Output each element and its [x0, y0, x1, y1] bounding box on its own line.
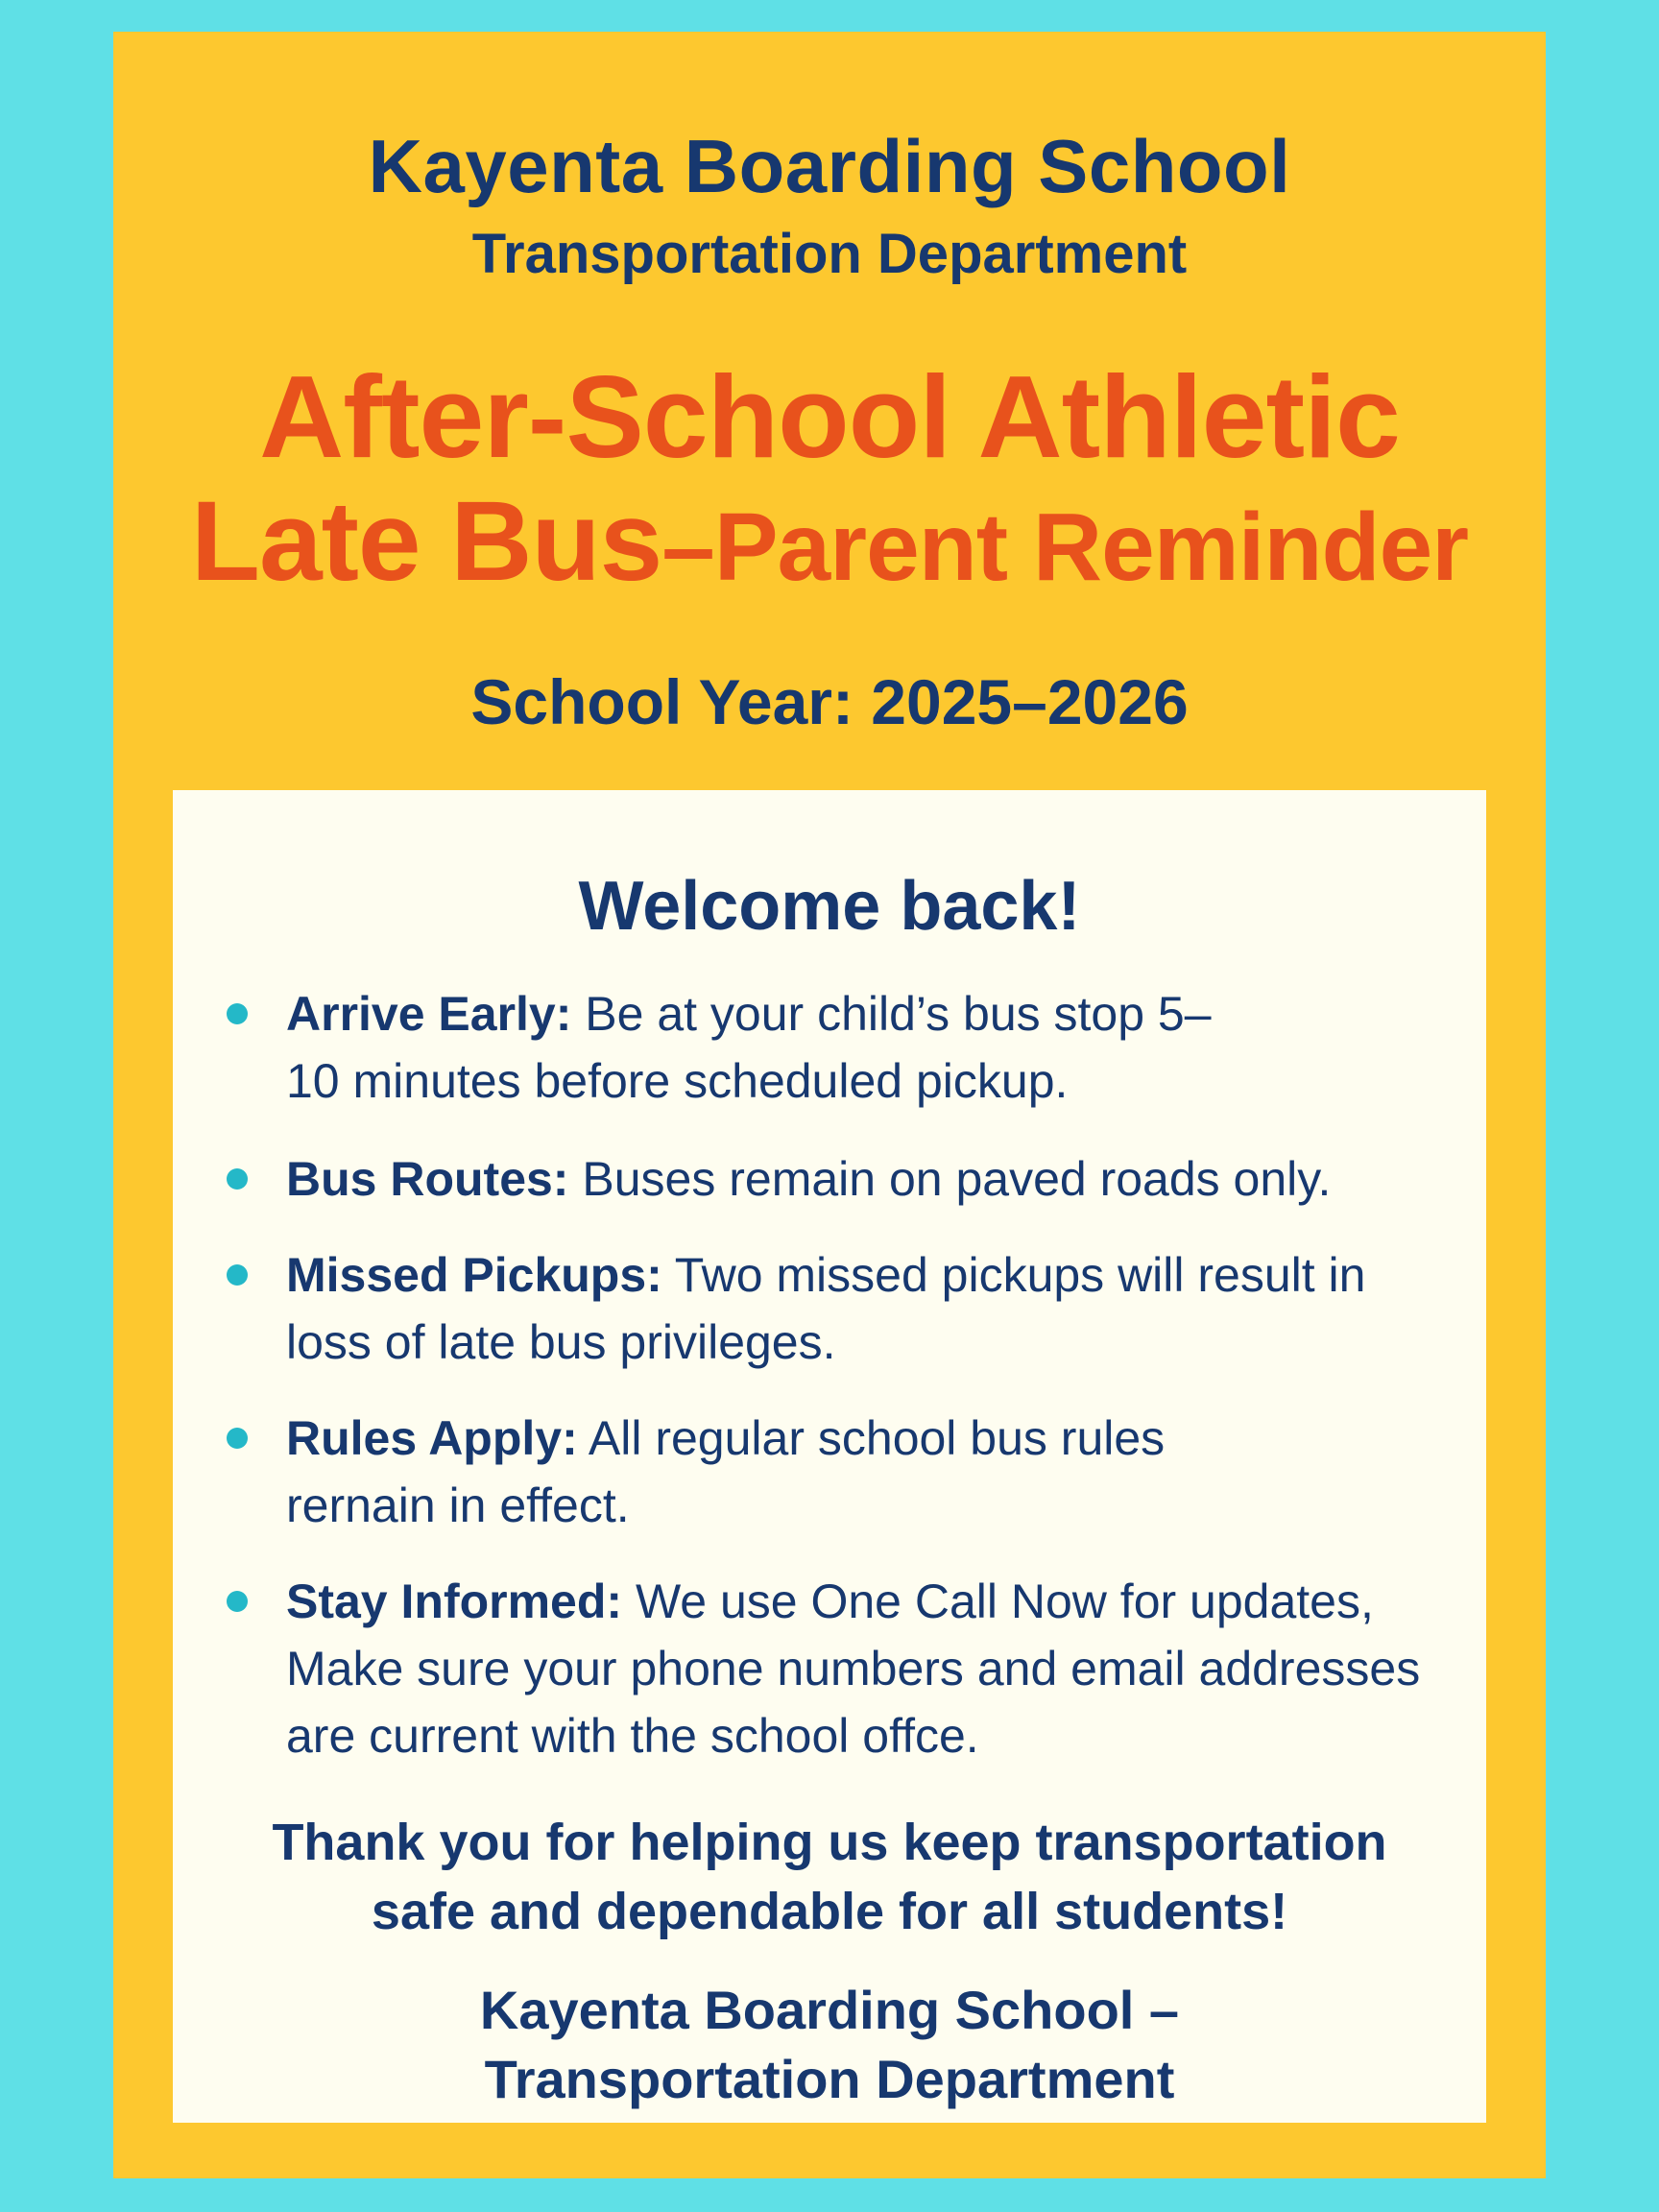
notice-panel — [173, 790, 1486, 2123]
thank-you-line1: Thank you for helping us keep transportation — [272, 1814, 1387, 1871]
item-label: Bus Routes: — [286, 1152, 569, 1206]
thank-you-message — [211, 1808, 1448, 1946]
item-text: Be at your child’s bus stop 5–10 minutes before scheduled pickup. — [286, 987, 1212, 1108]
thank-you-line2: safe and dependable for all students! — [371, 1883, 1288, 1940]
list-item-stay-informed — [286, 1568, 1457, 1769]
main-title-line2 — [113, 478, 1546, 605]
school-name: Kayenta Boarding School — [368, 124, 1291, 208]
main-title-late-bus: Late Bus — [190, 478, 662, 605]
item-label: Missed Pickups: — [286, 1248, 662, 1302]
list-item-bus-routes — [286, 1145, 1457, 1213]
main-title-parent-reminder: –Parent Reminder — [661, 493, 1469, 601]
department-name: Transportation Department — [471, 223, 1188, 285]
bullet-icon — [227, 1003, 248, 1024]
list-item-rules-apply — [286, 1405, 1285, 1539]
school-year: School Year: 2025–2026 — [470, 666, 1189, 737]
bullet-icon — [227, 1591, 248, 1612]
bullet-icon — [227, 1168, 248, 1190]
item-text: All regular school bus rules rernain in effect. — [286, 1411, 1166, 1532]
item-text: Two missed pickups will result in loss of late bus privileges. — [286, 1248, 1366, 1369]
signature-line1: Kayenta Boarding School – — [479, 1980, 1180, 2040]
bullet-icon — [227, 1264, 248, 1286]
main-title-line1: After-School Athletic — [259, 351, 1400, 482]
poster — [113, 32, 1546, 2178]
bullet-icon — [227, 1428, 248, 1449]
list-item-arrive-early — [286, 980, 1246, 1115]
signature-line2: Transportation Department — [484, 2049, 1175, 2109]
item-text: We use One Call Now for updates, Make sure your phone numbers and email addresses are current with the school offce. — [286, 1575, 1421, 1763]
main-title — [113, 351, 1546, 605]
item-label: Rules Apply: — [286, 1411, 578, 1465]
list-item-missed-pickups — [286, 1241, 1457, 1376]
signature — [211, 1976, 1448, 2114]
item-text: Buses remain on paved roads only. — [582, 1152, 1332, 1206]
item-label: Stay Informed: — [286, 1575, 623, 1628]
item-label: Arrive Early: — [286, 987, 572, 1041]
welcome-heading: Welcome back! — [578, 868, 1081, 945]
